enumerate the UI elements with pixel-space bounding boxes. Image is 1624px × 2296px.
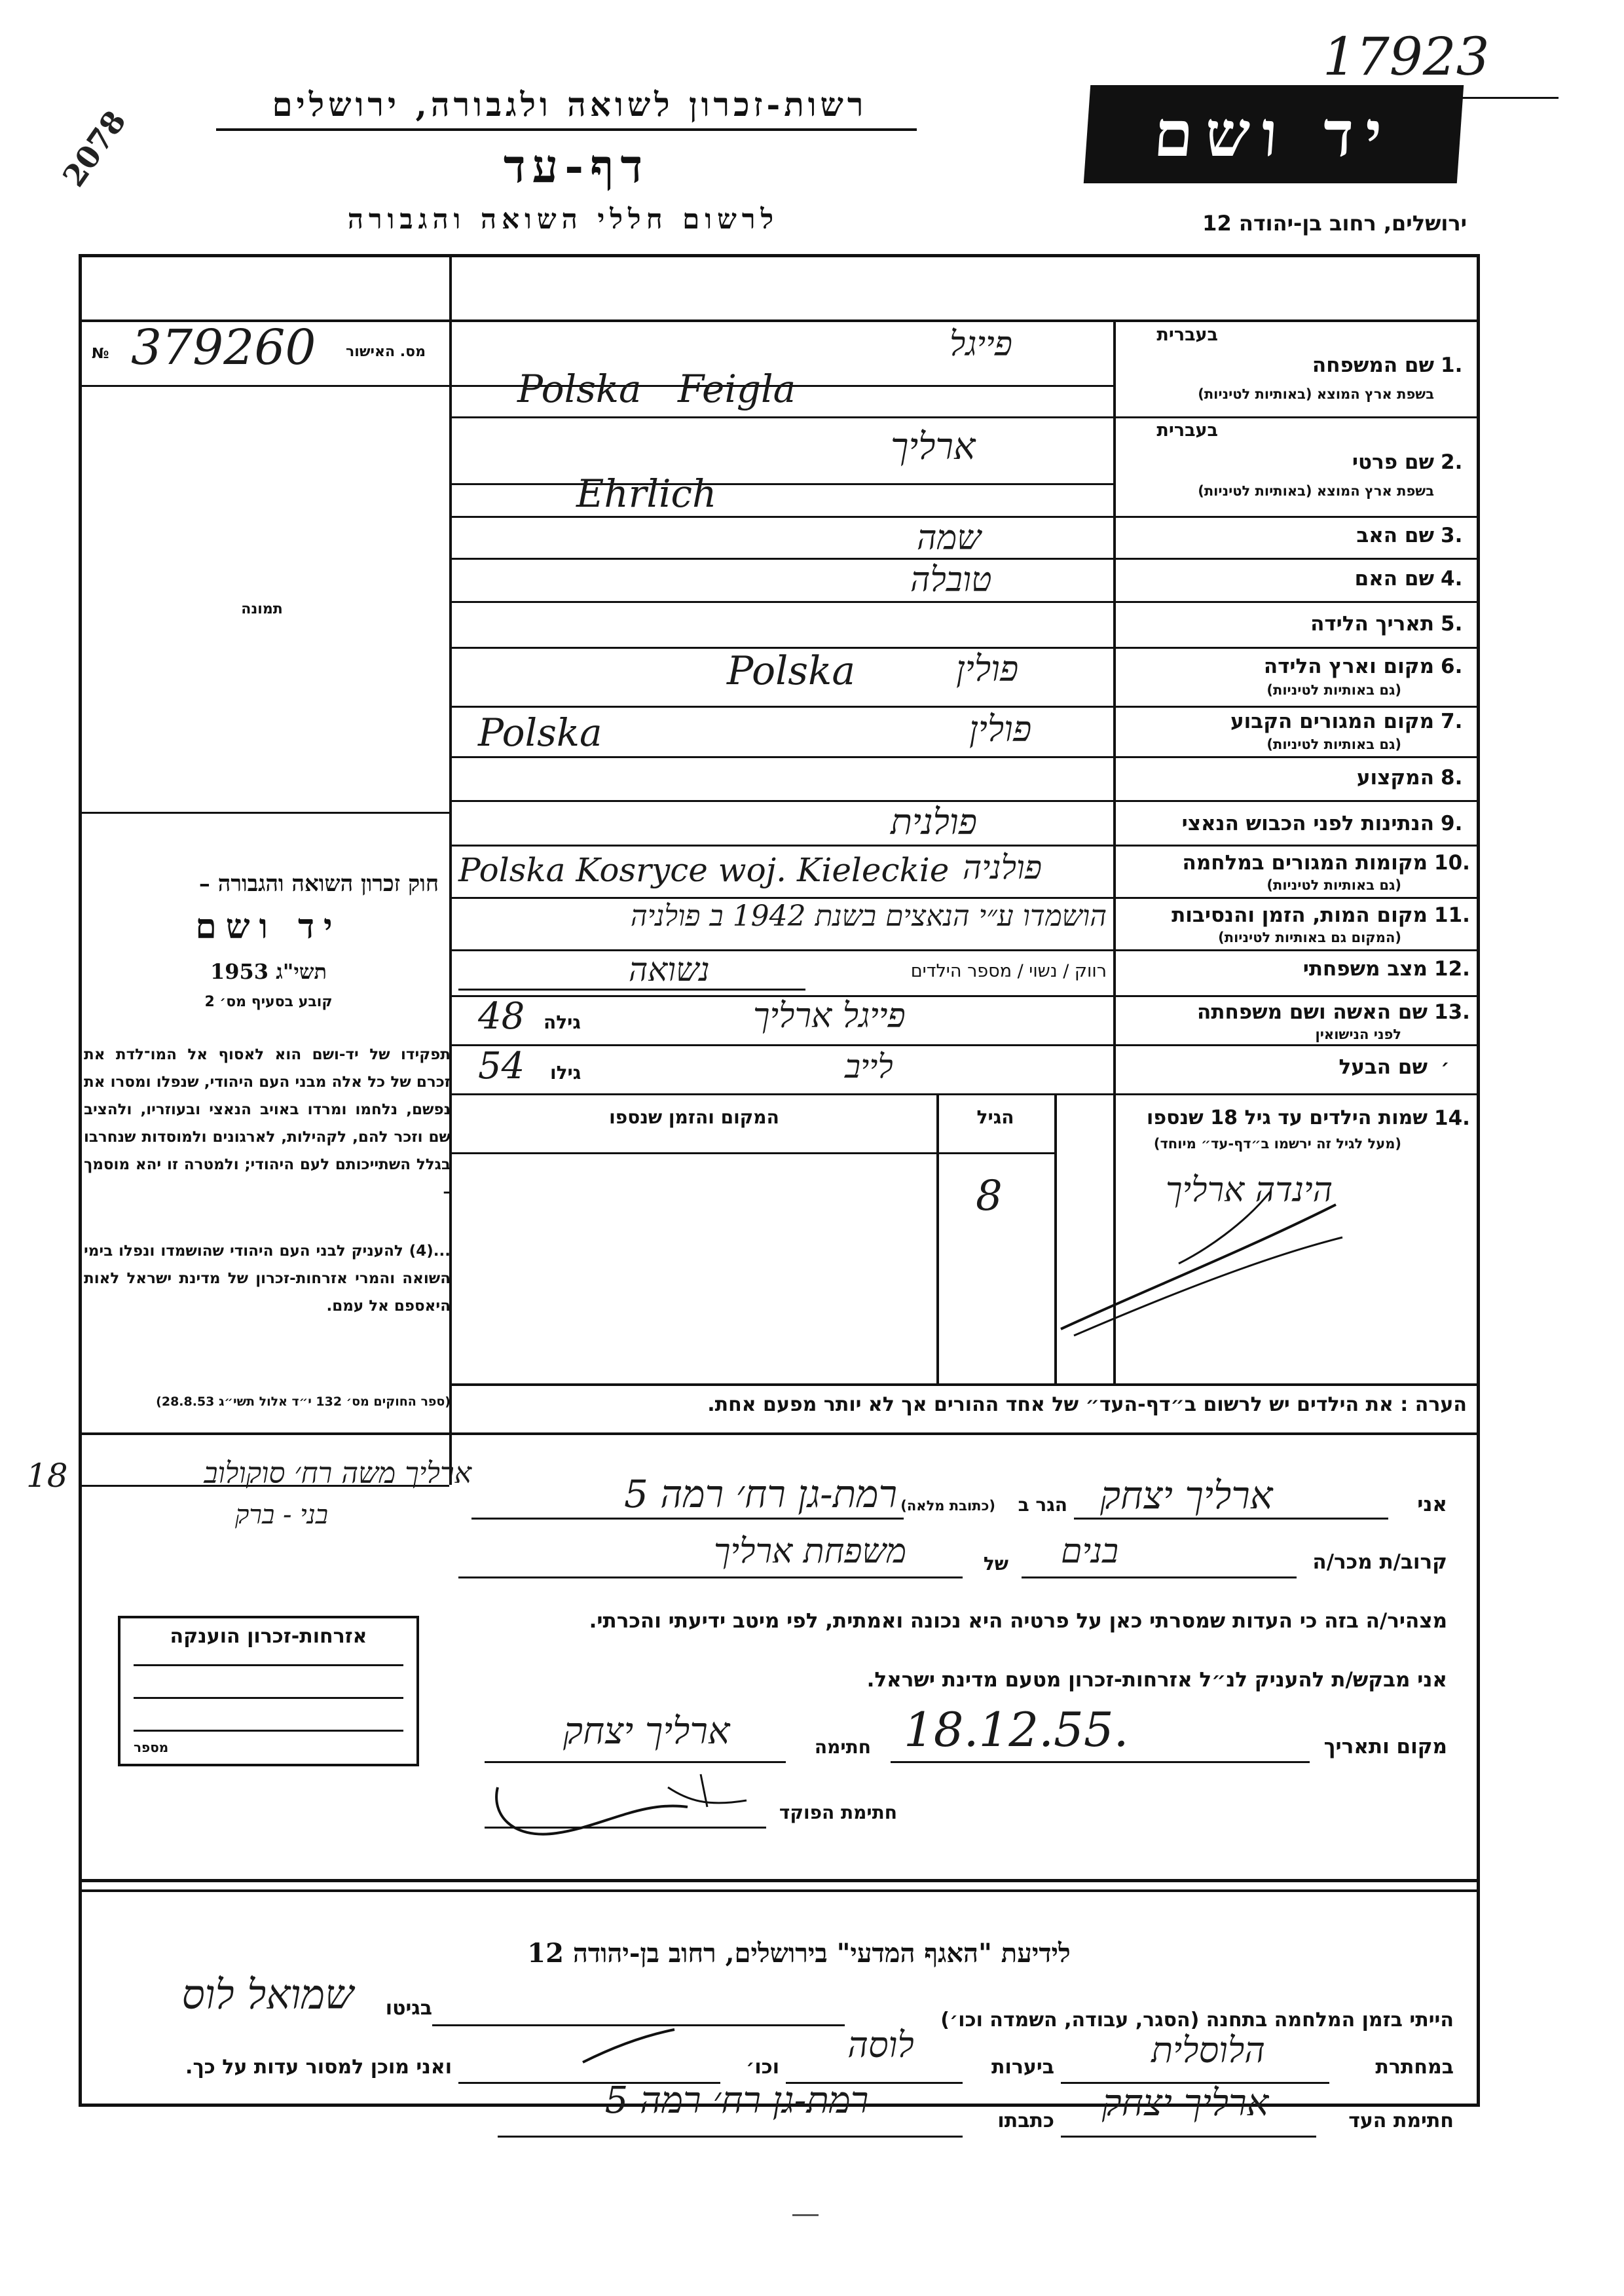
place-date-label: מקום ותאריך	[1323, 1735, 1447, 1758]
field-3-label: שם האב	[1356, 524, 1434, 547]
field-10-label: מקומות המגורים במלחמה	[1182, 851, 1428, 875]
field-9-label: הנתינות לפני הכבוש הנאצי	[1181, 812, 1434, 835]
archive-stamp-number: 2078	[56, 104, 133, 193]
handwritten-corner-number: 17923	[1323, 26, 1490, 87]
field-9-number: 9.	[1441, 812, 1463, 835]
law-year: תשי"ג 1953	[210, 959, 327, 984]
field-2-latin-value: Ehrlich	[576, 471, 717, 516]
footer-line1-label: הייתי בזמן המלחמה בתחנה (הסגר, עבודה, השמדה וכו׳)	[940, 2009, 1454, 2032]
field-7-latin-value: Polska	[478, 710, 602, 755]
field-3-value: שמה	[917, 519, 982, 558]
officer-signature	[471, 1761, 773, 1853]
margin-number: 18	[26, 1457, 68, 1495]
header-address: ירושלים, רחוב בן-יהודה 12	[1202, 211, 1467, 236]
husband-value: לייב	[845, 1048, 893, 1085]
field-12-value: נשואה	[629, 951, 710, 989]
yad-vashem-logo	[1084, 85, 1464, 183]
approval-label: מס. האישור	[346, 344, 426, 360]
citizenship-box-title: אזרחות-זכרון הוענקה	[170, 1625, 367, 1648]
field-7-number: 7.	[1441, 710, 1463, 733]
footer-witness-signature: ארליך יצחק	[1101, 2082, 1269, 2124]
field-12-label: מצב משפחתי	[1302, 957, 1428, 981]
officer-sig-stroke-2	[668, 1787, 747, 1803]
law-text-2: ...(4) להעניק לבני העם היהודי שהושמדו ונפלו בימי השואה והמרי אזרחות-זכרון של מדינת ישראל לאות היאספם אל עמם.	[84, 1243, 451, 1315]
citizenship-box	[118, 1616, 419, 1766]
field-1-hint: בשפת ארץ המוצא (באותיות לטיניות)	[1198, 386, 1434, 402]
address-hint: (כתובת מלאה)	[900, 1498, 995, 1514]
authority-title: רשות-זכרון לשואה ולגבורה, ירושלים	[272, 85, 868, 124]
field-4-value: טובלה	[910, 560, 992, 600]
field-6-hint: (גם באותיות לטיניות)	[1266, 682, 1401, 698]
law-clause: קובע בסעיף מס׳ 2	[204, 994, 333, 1010]
field-10-latin-value: Polska Kosrycе woj. Kieleckie	[458, 851, 950, 889]
footer-underground-value: הלוסלית	[1151, 2030, 1265, 2071]
field-4-label: שם האם	[1354, 567, 1434, 591]
signature-label: חתימה	[814, 1736, 871, 1758]
field-5-label: תאריך הלידה	[1310, 612, 1434, 636]
field-6-latin-value: Polska	[727, 648, 856, 694]
footer-address-label: כתבתו	[997, 2109, 1054, 2132]
strike-line-1	[1061, 1205, 1336, 1329]
husband-age: 54	[478, 1045, 525, 1087]
footer-etc-label: וכו׳	[746, 2056, 779, 2079]
husband-label: שם הבעל	[1338, 1055, 1428, 1079]
field-1-number: 1.	[1441, 354, 1463, 377]
declaration-i-label: אני	[1417, 1493, 1447, 1516]
statement-1: מצהיר/ה בזה כי העדות שמסרתי כאן על פרטיה היא נכונה ואמתית, לפי מיטב ידיעתי והכרתי.	[589, 1609, 1447, 1633]
declarant-name: ארליך יצחק	[1100, 1473, 1273, 1518]
field-1-latin-value: Polska Feigla	[517, 367, 796, 411]
field-13-age: 48	[478, 995, 525, 1038]
child-1-age: 8	[976, 1172, 1003, 1220]
field-10-value: פולניה	[963, 848, 1043, 886]
family-value: משפחת ארליך	[714, 1532, 907, 1571]
field-2-hint: בשפת ארץ המוצא (באותיות לטיניות)	[1198, 483, 1434, 499]
field-14-number: 14.	[1434, 1106, 1470, 1130]
field-2-label: שם פרטי	[1352, 450, 1434, 474]
declaration-date: 18.12.55.	[904, 1702, 1129, 1757]
field-13-age-label: גילה	[544, 1011, 581, 1033]
field-10-number: 10.	[1434, 851, 1470, 875]
field-13-number: 13.	[1434, 1000, 1470, 1024]
field-11-number: 11.	[1434, 903, 1470, 927]
footer-forest-label: ביערות	[991, 2056, 1054, 2079]
field-13-label: שם האשה ושם משפחתה	[1197, 1000, 1428, 1024]
photo-label: תמונה	[241, 601, 283, 617]
approval-no-mark: №	[92, 346, 109, 362]
citizenship-number-label: מספר	[134, 1740, 169, 1755]
field-2-hebrew-value: ארליך	[891, 426, 976, 468]
lives-label: הגר ב	[1018, 1494, 1067, 1516]
relative-label: קרוב/ת מכר/ה	[1312, 1550, 1447, 1574]
footer-line2-tail: ואני מוכן למסור עדות על כך.	[185, 2056, 452, 2079]
child-1-name: הינדה ארליך	[1166, 1171, 1333, 1210]
field-6-number: 6.	[1441, 655, 1463, 678]
footer-witness-label: חתימת העד	[1348, 2109, 1454, 2132]
field-10-hint: (גם באותיות לטיניות)	[1266, 877, 1401, 893]
children-place-header: המקום והזמן שנספו	[609, 1106, 779, 1128]
footer-dash-mark	[576, 2023, 681, 2075]
field-1-group: בעברית	[1156, 325, 1218, 345]
relation-value: בנים	[1061, 1532, 1119, 1571]
declarant-address: רמת-גן רח׳ רמה 5	[623, 1472, 897, 1516]
children-hint: (מעל לגיל זה ירשמו ב״דף-עד״ מיוחד)	[1153, 1136, 1401, 1152]
footer-dash-stroke	[583, 2030, 674, 2062]
children-note: הערה : את הילדים יש לרשום ב״דף-העד״ של אחד ההורים אך לא יותר מפעם אחת.	[707, 1393, 1467, 1416]
law-name: יד ושם	[195, 907, 342, 947]
statement-2: אני מבקש/ת להעניק לנ״ל אזרחות-זכרון מטעם מדינת ישראל.	[866, 1668, 1447, 1692]
strike-line-3	[1179, 1192, 1270, 1264]
field-7-hint: (גם באותיות לטיניות)	[1266, 737, 1401, 752]
field-2-group: בעברית	[1156, 420, 1218, 441]
footer-ghetto-value: שמואל לוס	[181, 1971, 354, 2018]
field-8-label: המקצוע	[1356, 766, 1434, 790]
declaration-signature: ארליך יצחק	[563, 1710, 730, 1753]
margin-note-2: בני - ברק	[234, 1500, 329, 1530]
field-6-value: פולין	[956, 648, 1019, 689]
footer-address-value: רמת-גן רח׳ רמה 5	[604, 2079, 869, 2122]
cancel-strike-lines	[1048, 1178, 1349, 1349]
law-title: חוק זכרון השואה והגבורה –	[198, 871, 439, 897]
field-13-hint: לפני הנישואין	[1315, 1027, 1401, 1042]
approval-number: 379260	[131, 319, 316, 376]
husband-age-label: גילו	[550, 1062, 581, 1084]
children-age-header: הגיל	[976, 1106, 1014, 1128]
of-label: של	[983, 1553, 1008, 1575]
law-text-1: תפקידו של יד-ושם הוא לאסוף אל המו־לדת את זכרם של כל אלה מבני העם היהודי, שנפלו ומסרו את נפשם, נלחמו ומרדו באויב הנאצי ובעוזריו, ולהציב שם וזכר להם, לקהילות, לארגונים ולמוסדות שנחרבו בגלל השתייכותם לעם היהודי; ולמטרה זו יהא מוסמך –	[84, 1046, 451, 1201]
field-5-number: 5.	[1441, 612, 1463, 636]
footer-forest-value: לוסה	[847, 2024, 914, 2066]
form-title: דף-עד	[503, 139, 650, 193]
children-label: שמות הילדים עד גיל 18 שנספו	[1147, 1106, 1428, 1129]
field-4-number: 4.	[1441, 567, 1463, 591]
footer-underground-label: במחתרת	[1375, 2056, 1454, 2079]
form-subtitle: לרשום חללי השואה והגבורה	[347, 203, 779, 235]
strike-line-2	[1074, 1237, 1342, 1336]
margin-note: ארליך משה רח׳ סוקולוב	[204, 1457, 471, 1490]
field-11-hint: (המקום גם באותיות לטיניות)	[1218, 930, 1401, 945]
field-8-number: 8.	[1441, 766, 1463, 790]
field-13-value: פייגל ארליך	[753, 996, 906, 1036]
field-6-label: מקום וארץ הלידה	[1263, 655, 1434, 678]
field-7-value: פולין	[969, 708, 1032, 750]
field-11-value: הושמדו ע״י הנאצים בשנת 1942 ב פולניה	[630, 900, 1107, 933]
field-12-number: 12.	[1434, 957, 1470, 981]
field-2-number: 2.	[1441, 450, 1463, 474]
scan-speck	[792, 2214, 819, 2216]
footer-title: לידיעת "האגף המדעי" בירושלים, רחוב בן-יהודה 12	[527, 1938, 1071, 1969]
field-12-inline-label: רווק / נשוי / מספר הילדים	[910, 961, 1107, 981]
field-11-label: מקום המות, הזמן והנסיבות	[1172, 903, 1428, 927]
field-1-hebrew-value: פייגל	[950, 325, 1013, 364]
footer-ghetto-label: בגיטו	[385, 1997, 432, 2020]
field-1-label: שם המשפחה	[1312, 354, 1434, 377]
field-3-number: 3.	[1441, 524, 1463, 547]
law-source: (ספר החוקים מס׳ 132 י״ד אלול תשי״ג 28.8.53)	[156, 1394, 451, 1409]
field-9-value: פולנית	[891, 801, 978, 843]
logo-text: יד ושם	[1151, 97, 1396, 171]
husband-mark: ׳	[1441, 1055, 1450, 1079]
field-7-label: מקום המגורים הקבוע	[1230, 710, 1434, 733]
officer-label: חתימת הפוקד	[779, 1802, 897, 1823]
